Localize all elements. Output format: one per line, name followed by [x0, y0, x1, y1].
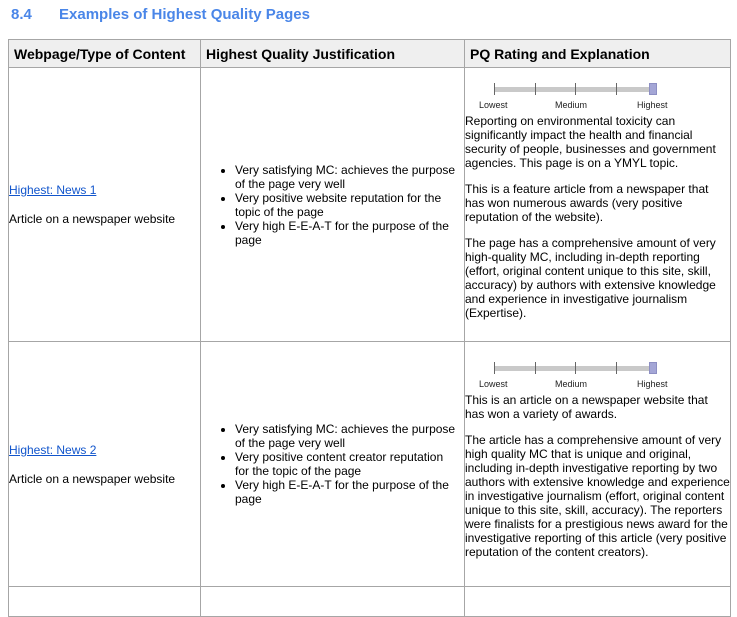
explanation-paragraph: The page has a comprehensive amount of very high-quality MC, including in-depth reporting (effort, original content unique to this site, skill, accuracy) by authors with extensive knowledge and experience in investigative journalism (Expertise). [465, 235, 716, 320]
list-item: • Very positive content creator reputation for the topic of the page [235, 450, 458, 478]
empty-cell [201, 587, 465, 617]
list-item: • Very positive website reputation for the topic of the page [235, 191, 458, 219]
example-link[interactable]: Highest: News 1 [9, 183, 97, 197]
rating-tick [535, 83, 536, 95]
explanation-paragraph: Reporting on environmental toxicity can significantly impact the health and financial security of people, businesses and government agencies. This page is on a YMYL topic. [465, 113, 716, 170]
rating-tick [575, 83, 576, 95]
list-item: • Very high E-E-A-T for the purpose of the page [235, 219, 458, 247]
table-row [9, 68, 731, 342]
rating-tick [535, 362, 536, 374]
rating-cell [465, 68, 731, 342]
column-header-justification: Highest Quality Justification [201, 40, 465, 68]
example-link[interactable]: Highest: News 2 [9, 442, 97, 457]
explanation-paragraph: The article has a comprehensive amount of very high quality MC that is unique and original, including in-depth investigative reporting by two authors with extensive knowledge and experience in investigative journalism (effort, original content unique to this site, skill, accuracy). The reporters were finalists for a prestigious news award for the investigative reporting of this article (very positive reputation of the content creators). [465, 433, 730, 559]
scale-label-medium: Medium [555, 99, 588, 110]
explanation-paragraph: This is a feature article from a newspaper that has won numerous awards (very positive reputation of the website). [465, 181, 709, 224]
rating-cell [465, 342, 731, 587]
rating-tick [616, 83, 617, 95]
scale-label-lowest: Lowest [479, 99, 508, 110]
scale-label-highest: Highest [637, 379, 668, 389]
list-item: • Very high E-E-A-T for the purpose of the page [235, 478, 458, 506]
section-number: 8.4 [11, 6, 32, 23]
table-row [9, 587, 731, 617]
webpage-cell [9, 342, 201, 587]
rating-tick [494, 362, 495, 374]
examples-table [8, 39, 731, 617]
content-type: Article on a newspaper website [9, 212, 176, 226]
rating-tick [494, 83, 495, 95]
scale-label-highest: Highest [637, 99, 668, 110]
table-header-row [9, 40, 731, 68]
section-title: Examples of Highest Quality Pages [59, 6, 310, 23]
explanation-paragraph: This is an article on a newspaper website that has won a variety of awards. [465, 393, 708, 421]
list-item: • Very satisfying MC: achieves the purpose of the page very well [235, 163, 458, 191]
table-row [9, 342, 731, 587]
justification-list [201, 422, 464, 506]
list-item: • Very satisfying MC: achieves the purpose of the page very well [235, 422, 458, 450]
justification-list [201, 163, 464, 247]
rating-marker [649, 83, 657, 95]
pq-rating-scale [465, 357, 730, 393]
empty-cell [9, 587, 201, 617]
rating-marker [649, 362, 657, 374]
webpage-cell [9, 68, 201, 342]
rating-tick [616, 362, 617, 374]
content-type: Article on a newspaper website [9, 471, 176, 486]
column-header-webpage: Webpage/Type of Content [9, 40, 201, 68]
empty-cell [465, 587, 731, 617]
column-header-rating: PQ Rating and Explanation [465, 40, 731, 68]
pq-rating-scale [465, 78, 730, 114]
scale-label-lowest: Lowest [479, 379, 508, 389]
section-heading [11, 6, 310, 23]
rating-tick [575, 362, 576, 374]
scale-label-medium: Medium [555, 379, 588, 389]
justification-cell [201, 342, 465, 587]
justification-cell [201, 68, 465, 342]
